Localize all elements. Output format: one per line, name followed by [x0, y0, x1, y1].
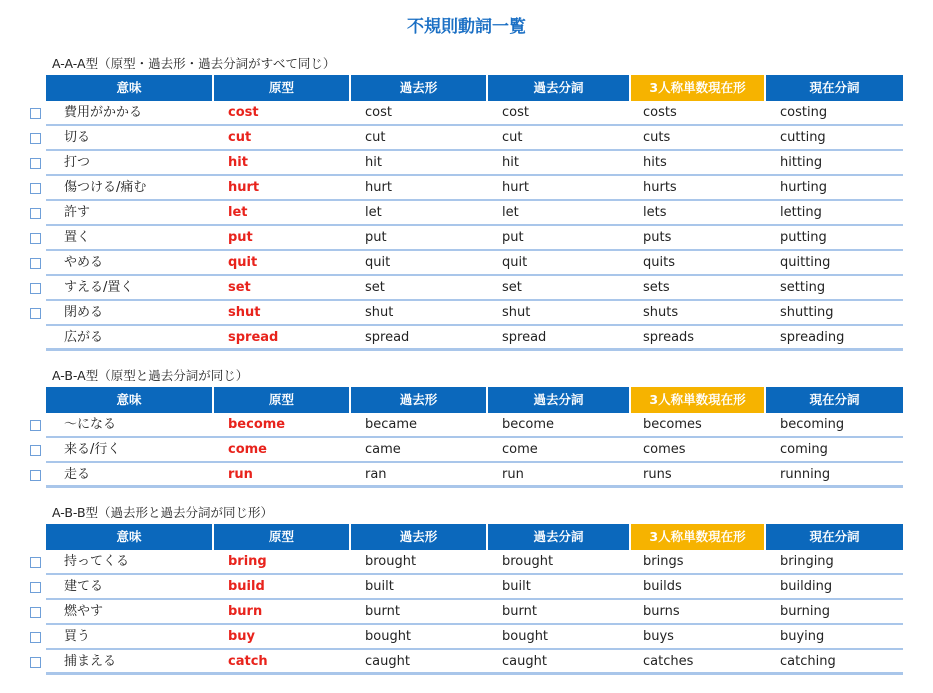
cell-third-person: hits: [643, 155, 667, 170]
row-checkbox[interactable]: [30, 607, 41, 618]
cell-base: put: [228, 230, 253, 245]
cell-past: built: [365, 579, 394, 594]
row-checkbox[interactable]: [30, 108, 41, 119]
cell-past-participle: come: [502, 442, 538, 457]
verb-table: [46, 387, 903, 488]
table-header-row: [46, 387, 903, 413]
cell-present-participle: shutting: [780, 305, 834, 320]
column-header-third-person: 3人称単数現在形: [631, 524, 764, 550]
cell-base: bring: [228, 554, 267, 569]
cell-third-person: comes: [643, 442, 686, 457]
verb-table: [46, 524, 903, 675]
cell-past: caught: [365, 654, 410, 669]
cell-meaning: 来る/行く: [64, 442, 121, 457]
cell-base: cost: [228, 105, 259, 120]
section-heading: A-A-A型（原型・過去形・過去分詞がすべて同じ）: [52, 56, 336, 71]
table-row: [46, 301, 903, 326]
row-checkbox[interactable]: [30, 632, 41, 643]
cell-meaning: 走る: [64, 467, 91, 482]
cell-present-participle: buying: [780, 629, 825, 644]
cell-past: came: [365, 442, 401, 457]
cell-third-person: brings: [643, 554, 684, 569]
cell-past-participle: hit: [502, 155, 519, 170]
verb-table: [46, 75, 903, 351]
table-row: [46, 201, 903, 226]
cell-past-participle: quit: [502, 255, 528, 270]
cell-present-participle: hitting: [780, 155, 823, 170]
cell-past-participle: cost: [502, 105, 529, 120]
cell-past: let: [365, 205, 382, 220]
cell-past: hurt: [365, 180, 392, 195]
cell-present-participle: building: [780, 579, 833, 594]
column-header-base: 原型: [214, 387, 349, 413]
section-heading: A-B-A型（原型と過去分詞が同じ）: [52, 368, 249, 383]
cell-meaning: 許す: [64, 205, 91, 220]
column-header-past-participle: 過去分詞: [488, 524, 629, 550]
cell-present-participle: catching: [780, 654, 836, 669]
row-checkbox[interactable]: [30, 445, 41, 456]
cell-meaning: 閉める: [64, 305, 104, 320]
cell-base: run: [228, 467, 253, 482]
cell-past-participle: brought: [502, 554, 554, 569]
cell-past-participle: built: [502, 579, 531, 594]
cell-third-person: hurts: [643, 180, 677, 195]
column-header-present-participle: 現在分詞: [766, 524, 903, 550]
cell-third-person: runs: [643, 467, 672, 482]
table-row: [46, 413, 903, 438]
cell-past: put: [365, 230, 387, 245]
cell-past-participle: put: [502, 230, 524, 245]
cell-present-participle: quitting: [780, 255, 831, 270]
cell-base: let: [228, 205, 248, 220]
column-header-third-person: 3人称単数現在形: [631, 387, 764, 413]
column-header-present-participle: 現在分詞: [766, 387, 903, 413]
table-row: [46, 276, 903, 301]
cell-base: build: [228, 579, 265, 594]
row-checkbox[interactable]: [30, 283, 41, 294]
cell-present-participle: running: [780, 467, 831, 482]
cell-base: catch: [228, 654, 268, 669]
row-checkbox[interactable]: [30, 557, 41, 568]
cell-past-participle: cut: [502, 130, 523, 145]
cell-third-person: spreads: [643, 330, 695, 345]
table-row: [46, 101, 903, 126]
cell-past: cost: [365, 105, 392, 120]
cell-past: hit: [365, 155, 382, 170]
cell-meaning: 費用がかかる: [64, 105, 143, 120]
cell-third-person: shuts: [643, 305, 679, 320]
table-row: [46, 176, 903, 201]
column-header-base: 原型: [214, 75, 349, 101]
cell-third-person: becomes: [643, 417, 702, 432]
cell-meaning: 持ってくる: [64, 554, 130, 569]
cell-base: set: [228, 280, 251, 295]
cell-meaning: 置く: [64, 230, 91, 245]
cell-past: spread: [365, 330, 410, 345]
cell-present-participle: costing: [780, 105, 828, 120]
column-header-past: 過去形: [351, 524, 486, 550]
cell-past-participle: become: [502, 417, 555, 432]
row-checkbox[interactable]: [30, 470, 41, 481]
cell-present-participle: cutting: [780, 130, 826, 145]
table-header-row: [46, 75, 903, 101]
row-checkbox[interactable]: [30, 233, 41, 244]
cell-third-person: cuts: [643, 130, 671, 145]
row-checkbox[interactable]: [30, 208, 41, 219]
column-header-past: 過去形: [351, 387, 486, 413]
cell-third-person: catches: [643, 654, 694, 669]
table-row: [46, 625, 903, 650]
cell-past-participle: let: [502, 205, 519, 220]
cell-past: shut: [365, 305, 394, 320]
cell-third-person: costs: [643, 105, 677, 120]
row-checkbox[interactable]: [30, 582, 41, 593]
table-row: [46, 151, 903, 176]
cell-meaning: 燃やす: [64, 604, 104, 619]
cell-past-participle: shut: [502, 305, 531, 320]
cell-past-participle: set: [502, 280, 522, 295]
cell-base: shut: [228, 305, 261, 320]
cell-past: brought: [365, 554, 417, 569]
row-checkbox[interactable]: [30, 133, 41, 144]
cell-past: set: [365, 280, 385, 295]
cell-past-participle: hurt: [502, 180, 529, 195]
section-heading: A-B-B型（過去形と過去分詞が同じ形）: [52, 505, 274, 520]
cell-base: burn: [228, 604, 263, 619]
cell-base: hit: [228, 155, 248, 170]
row-checkbox[interactable]: [30, 420, 41, 431]
column-header-meaning: 意味: [46, 524, 212, 550]
cell-meaning: 打つ: [64, 155, 91, 170]
cell-present-participle: bringing: [780, 554, 834, 569]
cell-third-person: sets: [643, 280, 670, 295]
column-header-past-participle: 過去分詞: [488, 75, 629, 101]
cell-meaning: 広がる: [64, 330, 104, 345]
cell-past-participle: spread: [502, 330, 547, 345]
cell-past: burnt: [365, 604, 400, 619]
table-row: [46, 226, 903, 251]
cell-base: become: [228, 417, 286, 432]
cell-meaning: すえる/置く: [64, 280, 134, 295]
table-row: [46, 251, 903, 276]
column-header-past-participle: 過去分詞: [488, 387, 629, 413]
cell-present-participle: becoming: [780, 417, 845, 432]
cell-base: hurt: [228, 180, 260, 195]
page-title: 不規則動詞一覧: [407, 17, 526, 37]
cell-past: bought: [365, 629, 412, 644]
cell-meaning: 傷つける/痛む: [64, 180, 147, 195]
column-header-meaning: 意味: [46, 75, 212, 101]
cell-third-person: builds: [643, 579, 682, 594]
cell-past: became: [365, 417, 418, 432]
cell-past-participle: burnt: [502, 604, 537, 619]
row-checkbox[interactable]: [30, 258, 41, 269]
cell-base: come: [228, 442, 267, 457]
column-header-third-person: 3人称単数現在形: [631, 75, 764, 101]
cell-meaning: ～になる: [64, 417, 117, 432]
cell-past: ran: [365, 467, 387, 482]
table-row: [46, 463, 903, 488]
column-header-meaning: 意味: [46, 387, 212, 413]
cell-meaning: 建てる: [64, 579, 104, 594]
cell-present-participle: spreading: [780, 330, 845, 345]
cell-past: cut: [365, 130, 386, 145]
cell-present-participle: letting: [780, 205, 822, 220]
cell-base: quit: [228, 255, 258, 270]
cell-base: cut: [228, 130, 252, 145]
cell-base: spread: [228, 330, 279, 345]
cell-third-person: buys: [643, 629, 674, 644]
table-row: [46, 550, 903, 575]
column-header-past: 過去形: [351, 75, 486, 101]
cell-base: buy: [228, 629, 256, 644]
cell-present-participle: burning: [780, 604, 830, 619]
cell-third-person: lets: [643, 205, 667, 220]
table-row: [46, 600, 903, 625]
table-row: [46, 575, 903, 600]
cell-present-participle: setting: [780, 280, 826, 295]
column-header-present-participle: 現在分詞: [766, 75, 903, 101]
cell-present-participle: putting: [780, 230, 827, 245]
row-checkbox[interactable]: [30, 308, 41, 319]
cell-third-person: quits: [643, 255, 675, 270]
table-row: [46, 650, 903, 675]
cell-meaning: やめる: [64, 255, 104, 270]
cell-third-person: burns: [643, 604, 680, 619]
cell-third-person: puts: [643, 230, 672, 245]
cell-meaning: 買う: [64, 629, 91, 644]
cell-past-participle: caught: [502, 654, 547, 669]
cell-past: quit: [365, 255, 391, 270]
cell-past-participle: run: [502, 467, 524, 482]
column-header-base: 原型: [214, 524, 349, 550]
cell-meaning: 切る: [64, 130, 91, 145]
table-header-row: [46, 524, 903, 550]
table-row: [46, 126, 903, 151]
row-checkbox[interactable]: [30, 183, 41, 194]
cell-past-participle: bought: [502, 629, 549, 644]
table-row: [46, 326, 903, 351]
cell-present-participle: coming: [780, 442, 828, 457]
row-checkbox[interactable]: [30, 158, 41, 169]
row-checkbox[interactable]: [30, 657, 41, 668]
cell-present-participle: hurting: [780, 180, 828, 195]
cell-meaning: 捕まえる: [64, 654, 117, 669]
table-row: [46, 438, 903, 463]
